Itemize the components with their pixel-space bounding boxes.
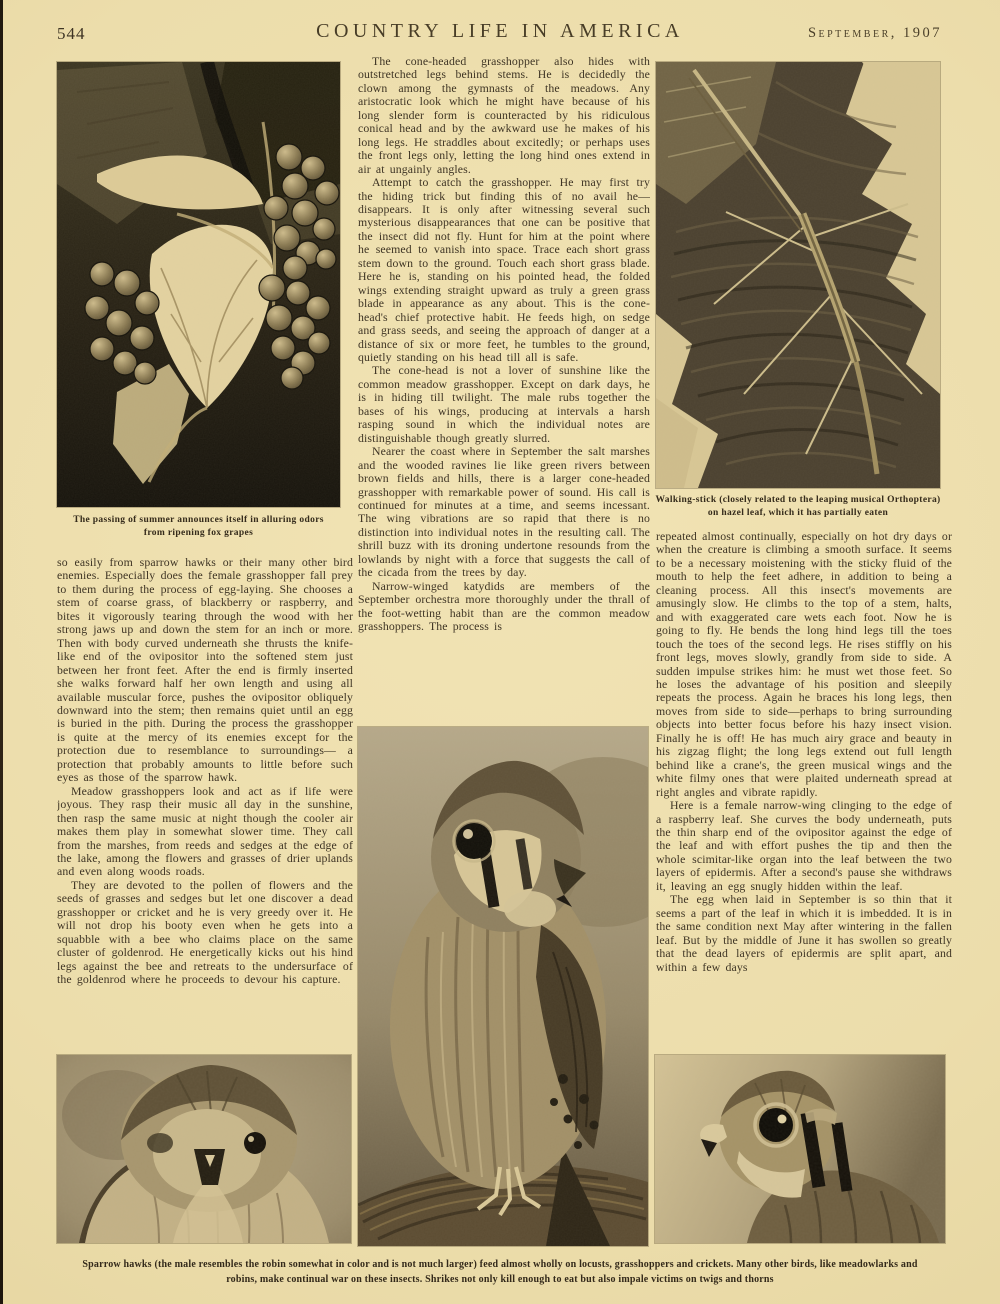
body-paragraph: The cone-head is not a lover of sunshine like the common meadow grasshopper. Except on dark days, he is in hiding till twilight. The male rubs together the bases of his wings, producing at intervals a harsh rasping sound in which the individual notes are distinguishable though greatly slurred. xyxy=(358,363,650,445)
body-paragraph: Meadow grasshoppers look and act as if life were joyous. They rasp their music all day in the sunshine, then rasp the same music at night though the cooler air makes them play in somewhat slower time. They call from the marshes, from reeds and sedges at the edge of the lake, among the flowers and grasses of drier uplands and even along woods roads. xyxy=(57,783,353,879)
scan-edge-shadow xyxy=(0,0,3,1304)
walking-stick-caption xyxy=(650,494,946,520)
middle-column xyxy=(358,55,650,721)
caption-line: Walking-stick (closely related to the leaping musical Orthoptera) xyxy=(655,495,941,505)
page-number: 544 xyxy=(57,24,86,43)
caption-line: Sparrow hawks (the male resembles the robin somewhat in color and is not much larger) feed almost wholly on locusts, grasshoppers and crickets. Many other birds, like meadowlarks and xyxy=(82,1259,918,1270)
fox-grapes-photo xyxy=(57,62,340,507)
body-paragraph: so easily from sparrow hawks or their many other bird enemies. Especially does the female grasshopper fall prey to them during the process of egg-laying. She chooses a stem of coarse grass, of blackberry or raspberry, and bites it vigorously tearing through the wood with her strong jaws up and down the stem for an inch or more. Then with body curved underneath she thrusts the knife-like end of the ovipositor into the softened stem just between her front feet. After the end is firmly inserted she walks forward half her own length and using all available muscular force, pushes the ovipositor obliquely downward into the stem; then remains quiet until an egg is buried in the pith. During the process the grasshopper is quite at the mercy of its enemies except for the protection due to resemblance to surroundings— a protection that probably amounts to little before such eyes as those of the sparrow hawk. xyxy=(57,556,353,785)
magazine-title: COUNTRY LIFE IN AMERICA xyxy=(316,20,684,42)
bottom-caption xyxy=(40,1257,960,1287)
body-paragraph: Nearer the coast where in September the salt marshes and the wooded ravines lie like green rivers between brown fields and hills, there is a larger cone-headed grasshopper with remarkable power of sound. His call is continued for minutes at a time, and seems incessant. The wing vibrations are so rapid that there is no distinction into individual notes in the resulting call. The shrill buzz with its droning undertone resounds from the lowlands by night with a force that suggests the call of the cicada from the trees by day. xyxy=(358,444,650,580)
kestrel-profile-photo xyxy=(655,1055,945,1243)
kestrel-large-photo xyxy=(358,727,648,1246)
body-paragraph: The cone-headed grasshopper also hides with outstretched legs behind stems. He is decidedly the clown among the gymnasts of the meadows. Any aristocratic look which he might have because of his long slender form is counteracted by his ridiculous conical head and by the awkward use he makes of his long legs. He straddles about excitedly; or perhaps uses the front legs only, letting the long hind ones extend in air at ungainly angles. xyxy=(358,55,650,176)
body-paragraph: Narrow-winged katydids are members of the September orchestra more thoroughly under the thrall of the foot-wetting habit than are the common meadow grasshoppers. The process is xyxy=(358,578,650,634)
issue-date: September, 1907 xyxy=(807,25,942,41)
left-column xyxy=(57,556,353,1045)
right-column xyxy=(656,530,952,1060)
body-paragraph: Here is a female narrow-wing clinging to the edge of a raspberry leaf. She curves the body underneath, puts the thin sharp end of the ovipositor against the edge of the leaf and with effort pushes the tip and then the whole scimitar-like organ into the leaf between the two layers of epidermis. After a second's pause she withdraws it, leaving an egg snugly hidden within the leaf. xyxy=(656,798,952,893)
body-paragraph: repeated almost continually, especially on hot dry days or when the creature is climbing a smooth surface. It seems to be a necessary moistening with the sticky fluid of the mouth to help the feet adhere, in addition to being a cleaning process. All this insect's movements are amusingly slow. He climbs to the top of a stem, halts, and with exaggerated care wets each foot. Now he is going to fly. He bends the long hind legs till the toes touch the toes of the second legs. He rises stiffly on his front legs, moves slowly, grandly from side to side. A sudden impulse strikes him: he must wet those feet. So he loses the advantage of his position and sleepily repeats the process. Again he braces his long legs, then moves from side to side—perhaps to bring surrounding objects into better focus before his hazy insect vision. Finally he is off! He has much airy grace and beauty in his zigzag flight; the long legs extend out full length behind like a crane's, the green musical wings and the white filmy ones that were plaited underneath spread at right angles and vibrate rapidly. xyxy=(656,530,952,799)
caption-line: on hazel leaf, which it has partially eaten xyxy=(707,508,889,518)
caption-line: The passing of summer announces itself in alluring odors xyxy=(73,515,324,525)
walking-stick-photo xyxy=(656,62,940,488)
fox-grapes-caption xyxy=(57,514,340,540)
kestrel-front-photo xyxy=(57,1055,351,1243)
caption-line: robins, make continual war on these insects. Shrikes not only kill enough to eat but also impale victims on twigs and thorns xyxy=(226,1274,774,1285)
body-paragraph: Attempt to catch the grasshopper. He may first try the hiding trick but finding this of no avail he—disappears. It is only after witnessing several such mysterious disappearances that one can be positive that the insect did not fly. Hunt for him at the point where he seemed to vanish into space. Trace each short grass stem down to the ground. Touch each short grass blade. Here he is, standing on his pointed head, the folded wings extending straight upward as truly a green grass blade in appearance as any about. This is the cone-head's chief protective habit. He feeds high, on sedge and grass seeds, and seeing the approach of danger at a distance of six or more feet, he tumbles to the ground, quietly standing on his head till all is safe. xyxy=(358,175,650,364)
caption-line: from ripening fox grapes xyxy=(143,528,254,538)
body-paragraph: The egg when laid in September is so thin that it seems a part of the leaf in which it is imbedded. It is in the same condition next May after wintering in the fallen leaf. But by the middle of June it has swollen so greatly that the dead layers of epidermis are split apart, and within a few days xyxy=(656,892,952,974)
body-paragraph: They are devoted to the pollen of flowers and the seeds of grasses and sedges but let one discover a dead grasshopper or cricket and he is very greedy over it. He will not drop his booty even when he gets into a squabble with a bee who claims place on the same cluster of goldenrod. He energetically kicks out his hind legs against the bee and retreats to the undersurface of the goldenrod where he proceeds to devour his capture. xyxy=(57,877,353,987)
